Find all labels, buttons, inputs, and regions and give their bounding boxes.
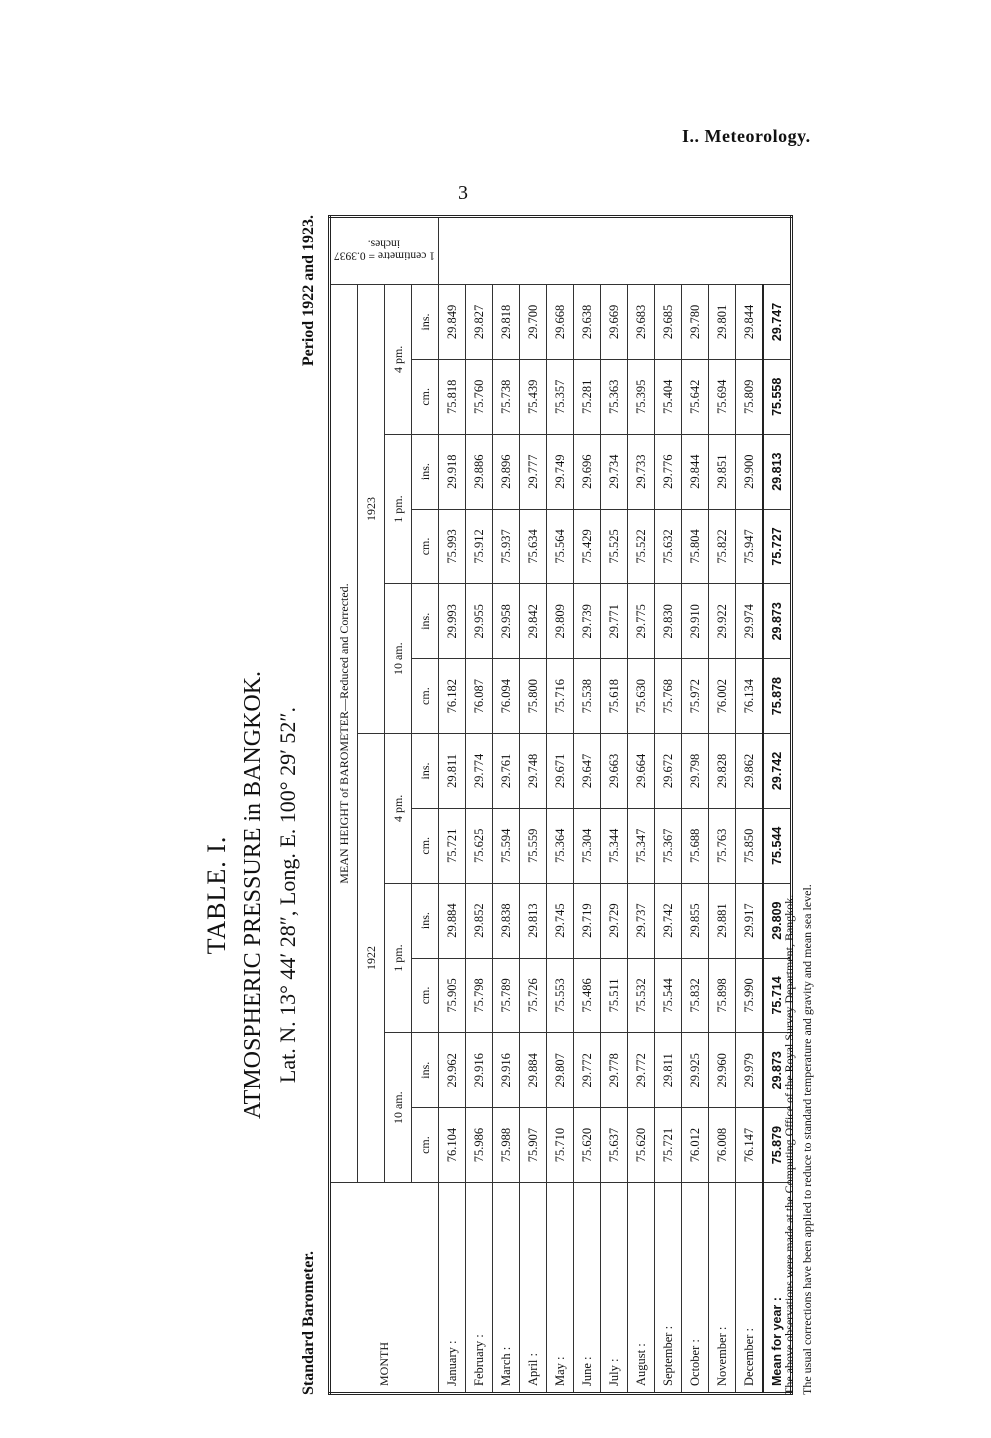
value-cell: 75.809 [736,359,764,434]
value-cell: 75.800 [520,659,547,734]
month-cell: Mean for year : [763,1183,792,1394]
month-cell: September : [655,1183,682,1394]
month-cell: April : [520,1183,547,1394]
value-cell: 75.738 [493,359,520,434]
value-cell: 75.760 [466,359,493,434]
instrument-label: Standard Barometer. [300,1251,317,1395]
footnote: The above observations were made at the Computing Office of the Royal Survey Department, Bangkok. [782,894,796,1395]
value-cell: 29.809 [547,584,574,659]
rotated-table-page [160,215,840,1395]
value-cell: 29.916 [466,1033,493,1108]
value-cell: 75.710 [547,1108,574,1183]
value-cell: 75.439 [520,359,547,434]
value-cell: 29.855 [682,883,709,958]
value-cell: 75.990 [736,958,764,1033]
value-cell: 75.429 [574,509,601,584]
value-cell: 29.638 [574,285,601,360]
value-cell: 75.522 [628,509,655,584]
value-cell: 75.618 [601,659,628,734]
unit-header: ins. [412,434,439,509]
table-row [439,217,466,1394]
value-cell: 75.404 [655,359,682,434]
year-header-1923: 1923 [358,285,385,734]
value-cell: 75.344 [601,808,628,883]
value-cell: 75.364 [547,808,574,883]
value-cell: 29.748 [520,734,547,809]
table-row [574,217,601,1394]
time-header: 1 pm. [385,434,412,584]
value-cell: 29.896 [493,434,520,509]
value-cell: 29.851 [709,434,736,509]
value-cell: 29.696 [574,434,601,509]
value-cell: 75.559 [520,808,547,883]
value-cell: 75.912 [466,509,493,584]
value-cell: 75.532 [628,958,655,1033]
value-cell: 75.905 [439,958,466,1033]
unit-header: ins. [412,734,439,809]
value-cell: 75.714 [763,958,792,1033]
unit-header: ins. [412,584,439,659]
value-cell: 75.304 [574,808,601,883]
value-cell: 29.733 [628,434,655,509]
value-cell: 29.922 [709,584,736,659]
value-cell: 29.958 [493,584,520,659]
value-cell: 29.801 [709,285,736,360]
time-header: 4 pm. [385,734,412,884]
unit-header: ins. [412,883,439,958]
value-cell: 29.778 [601,1033,628,1108]
value-cell: 29.664 [628,734,655,809]
value-cell: 75.367 [655,808,682,883]
value-cell: 29.771 [601,584,628,659]
value-cell: 29.962 [439,1033,466,1108]
value-cell: 29.813 [520,883,547,958]
value-cell: 29.811 [439,734,466,809]
unit-header: cm. [412,1108,439,1183]
value-cell: 29.798 [682,734,709,809]
value-cell: 75.937 [493,509,520,584]
footnote: The usual corrections have been applied to reduce to standard temperature and gravity and mean sea level. [800,884,814,1395]
value-cell: 76.147 [736,1108,764,1183]
time-header: 10 am. [385,584,412,734]
value-cell: 29.737 [628,883,655,958]
value-cell: 29.700 [520,285,547,360]
value-cell: 29.685 [655,285,682,360]
value-cell: 29.772 [628,1033,655,1108]
value-cell: 29.745 [547,883,574,958]
value-cell: 29.862 [736,734,764,809]
value-cell: 29.925 [682,1033,709,1108]
value-cell: 76.094 [493,659,520,734]
value-cell: 75.357 [547,359,574,434]
value-cell: 29.886 [466,434,493,509]
value-cell: 29.742 [763,734,792,809]
value-cell: 29.671 [547,734,574,809]
value-cell: 75.986 [466,1108,493,1183]
value-cell: 29.772 [574,1033,601,1108]
value-cell: 29.830 [655,584,682,659]
value-cell: 29.761 [493,734,520,809]
unit-header: cm. [412,659,439,734]
value-cell: 75.789 [493,958,520,1033]
value-cell: 29.979 [736,1033,764,1108]
month-header: MONTH [330,1183,439,1394]
value-cell: 75.726 [520,958,547,1033]
value-cell: 75.625 [466,808,493,883]
value-cell: 75.818 [439,359,466,434]
value-cell: 29.873 [763,584,792,659]
pressure-table [328,215,793,1395]
value-cell: 29.739 [574,584,601,659]
value-cell: 75.804 [682,509,709,584]
value-cell: 29.918 [439,434,466,509]
value-cell: 29.828 [709,734,736,809]
section-header: I.. Meteorology. [682,126,811,146]
value-cell: 29.775 [628,584,655,659]
time-header: 1 pm. [385,883,412,1033]
value-cell: 29.827 [466,285,493,360]
value-cell: 29.809 [763,883,792,958]
value-cell: 75.642 [682,359,709,434]
table-row [493,217,520,1394]
unit-header: cm. [412,359,439,434]
value-cell: 29.811 [655,1033,682,1108]
value-cell: 75.988 [493,1108,520,1183]
value-cell: 75.907 [520,1108,547,1183]
value-cell: 75.947 [736,509,764,584]
value-cell: 75.594 [493,808,520,883]
value-cell: 75.558 [763,359,792,434]
value-cell: 29.813 [763,434,792,509]
value-cell: 29.884 [520,1033,547,1108]
value-cell: 75.632 [655,509,682,584]
value-cell: 29.844 [736,285,764,360]
month-cell: December : [736,1183,764,1394]
value-cell: 75.878 [763,659,792,734]
value-cell: 75.721 [439,808,466,883]
value-cell: 75.363 [601,359,628,434]
month-cell: November : [709,1183,736,1394]
value-cell: 75.544 [763,808,792,883]
unit-header: ins. [412,1033,439,1108]
table-row [736,217,764,1394]
value-cell: 29.749 [547,434,574,509]
value-cell: 75.634 [520,509,547,584]
value-cell: 75.637 [601,1108,628,1183]
table-row [682,217,709,1394]
value-cell: 75.553 [547,958,574,1033]
footnotes [780,884,816,1395]
value-cell: 76.012 [682,1108,709,1183]
value-cell: 75.564 [547,509,574,584]
value-cell: 29.852 [466,883,493,958]
value-cell: 29.955 [466,584,493,659]
value-cell: 29.818 [493,285,520,360]
value-cell: 75.763 [709,808,736,883]
table-row [466,217,493,1394]
month-cell: March : [493,1183,520,1394]
month-cell: August : [628,1183,655,1394]
month-cell: January : [439,1183,466,1394]
value-cell: 29.683 [628,285,655,360]
value-cell: 29.647 [574,734,601,809]
value-cell: 29.777 [520,434,547,509]
value-cell: 75.850 [736,808,764,883]
value-cell: 75.511 [601,958,628,1033]
value-cell: 29.663 [601,734,628,809]
time-header: 4 pm. [385,285,412,435]
value-cell: 76.002 [709,659,736,734]
unit-header: ins. [412,285,439,360]
month-cell: July : [601,1183,628,1394]
unit-header: cm. [412,808,439,883]
value-cell: 29.916 [493,1033,520,1108]
value-cell: 75.972 [682,659,709,734]
table-row [547,217,574,1394]
value-cell: 75.525 [601,509,628,584]
value-cell: 29.842 [520,584,547,659]
value-cell: 75.727 [763,509,792,584]
value-cell: 29.747 [763,285,792,360]
value-cell: 29.960 [709,1033,736,1108]
table-row [709,217,736,1394]
value-cell: 29.668 [547,285,574,360]
value-cell: 29.838 [493,883,520,958]
value-cell: 75.538 [574,659,601,734]
value-cell: 75.395 [628,359,655,434]
table-row [628,217,655,1394]
value-cell: 75.716 [547,659,574,734]
unit-header: cm. [412,958,439,1033]
value-cell: 29.993 [439,584,466,659]
value-cell: 75.688 [682,808,709,883]
value-cell: 75.832 [682,958,709,1033]
value-cell: 75.721 [655,1108,682,1183]
page-number: 3 [458,182,468,204]
value-cell: 76.087 [466,659,493,734]
value-cell: 75.544 [655,958,682,1033]
year-header-1922: 1922 [358,734,385,1183]
value-cell: 75.281 [574,359,601,434]
month-cell: May : [547,1183,574,1394]
value-cell: 29.719 [574,883,601,958]
value-cell: 75.879 [763,1108,792,1183]
value-cell: 75.694 [709,359,736,434]
value-cell: 75.898 [709,958,736,1033]
value-cell: 29.917 [736,883,764,958]
value-cell: 75.347 [628,808,655,883]
table-subtitle: ATMOSPHERIC PRESSURE in BANGKOK. [240,670,266,1120]
value-cell: 75.798 [466,958,493,1033]
value-cell: 29.776 [655,434,682,509]
value-cell: 29.900 [736,434,764,509]
value-cell: 76.008 [709,1108,736,1183]
table-body [439,217,792,1394]
value-cell: 29.734 [601,434,628,509]
value-cell: 29.910 [682,584,709,659]
month-cell: June : [574,1183,601,1394]
value-cell: 75.486 [574,958,601,1033]
value-cell: 29.729 [601,883,628,958]
value-cell: 76.104 [439,1108,466,1183]
group-header: MEAN HEIGHT of BAROMETER—Reduced and Corrected. [330,285,358,1183]
value-cell: 76.182 [439,659,466,734]
value-cell: 29.669 [601,285,628,360]
value-cell: 29.873 [763,1033,792,1108]
value-cell: 29.742 [655,883,682,958]
table-title: TABLE. I. [202,835,231,955]
value-cell: 29.849 [439,285,466,360]
table-row [655,217,682,1394]
value-cell: 75.768 [655,659,682,734]
unit-header: cm. [412,509,439,584]
value-cell: 29.672 [655,734,682,809]
value-cell: 75.630 [628,659,655,734]
value-cell: 29.884 [439,883,466,958]
conversion-note: 1 centimetre = 0.3937 inches. [330,217,439,285]
value-cell: 76.134 [736,659,764,734]
value-cell: 29.774 [466,734,493,809]
value-cell: 75.620 [628,1108,655,1183]
value-cell: 75.993 [439,509,466,584]
table-location: Lat. N. 13° 44′ 28″, Long. E. 100° 29′ 52″. [275,706,300,1084]
value-cell: 29.974 [736,584,764,659]
time-header: 10 am. [385,1033,412,1183]
period-label: Period 1922 and 1923. [300,215,317,367]
value-cell: 75.822 [709,509,736,584]
table-row [601,217,628,1394]
month-cell: February : [466,1183,493,1394]
value-cell: 29.881 [709,883,736,958]
value-cell: 29.844 [682,434,709,509]
value-cell: 75.620 [574,1108,601,1183]
value-cell: 29.807 [547,1033,574,1108]
value-cell: 29.780 [682,285,709,360]
table-row [520,217,547,1394]
month-cell: October : [682,1183,709,1394]
